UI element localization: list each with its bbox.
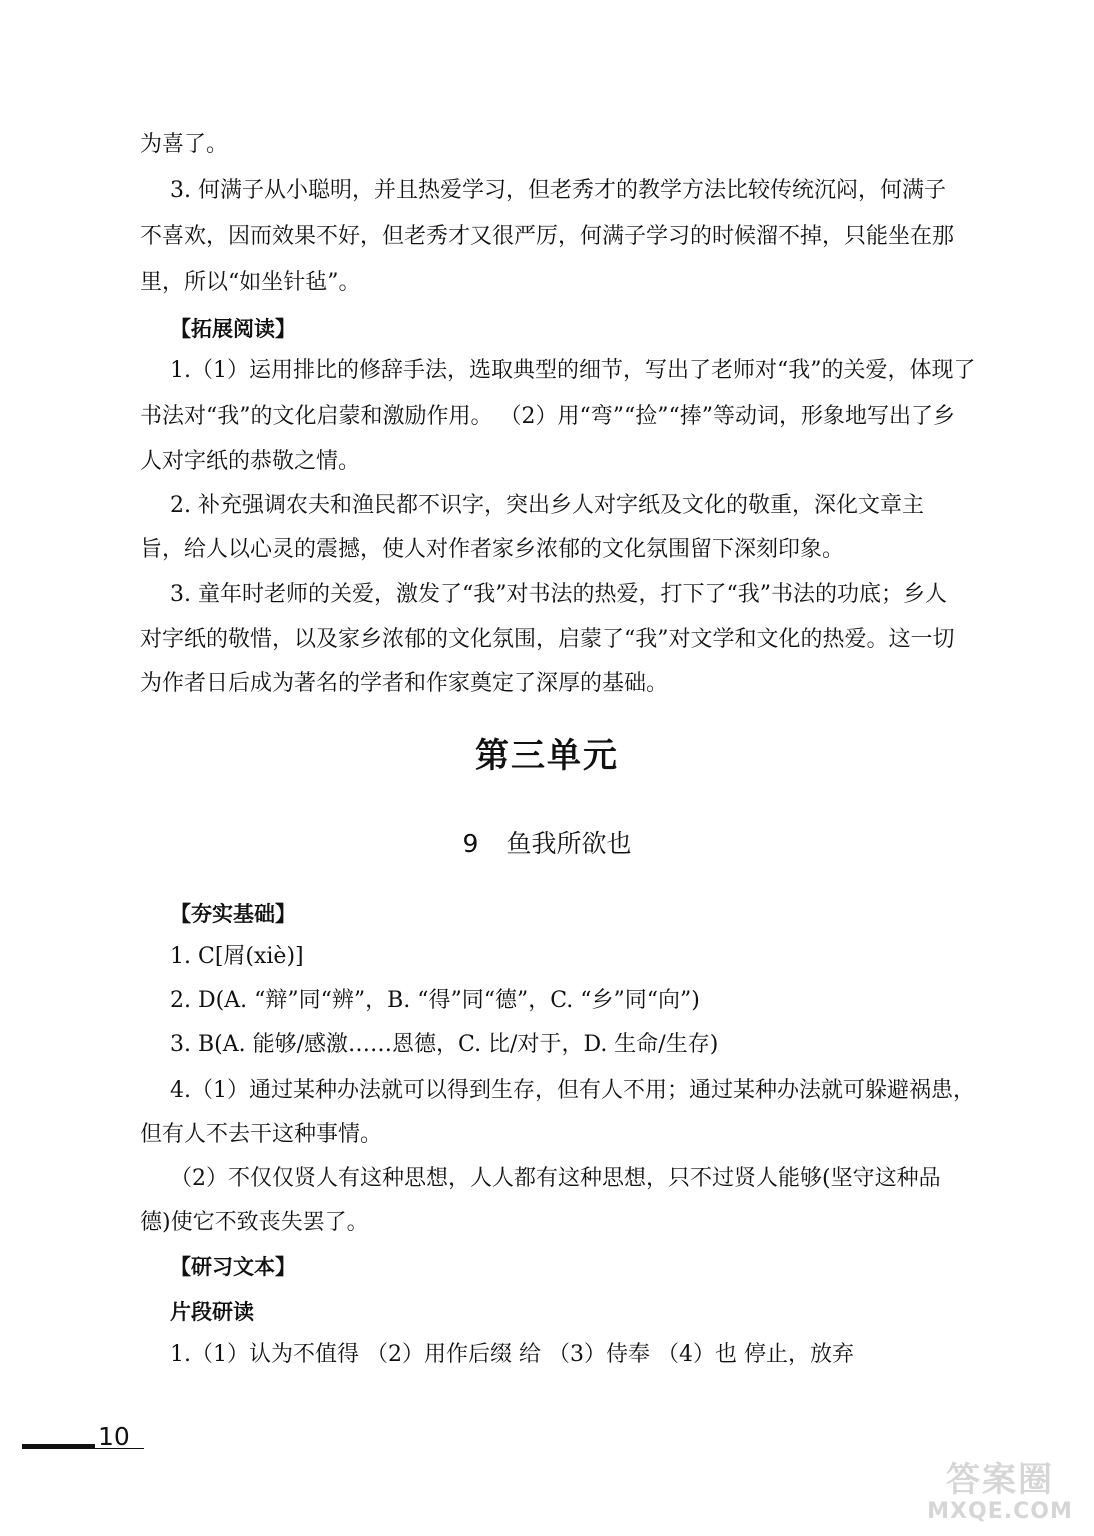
answer-item: 2. D(A. “辩”同“辨”，B. “得”同“德”，C. “乡”同“向”) [170, 988, 700, 1013]
paragraph-line: 2. 补充强调农夫和渔民都不识字，突出乡人对字纸及文化的敬重，深化文章主 [170, 493, 924, 518]
unit-title: 第三单元 [475, 736, 619, 776]
paragraph-line: 旨，给人以心灵的震撼，使人对作者家乡浓郁的文化氛围留下深刻印象。 [140, 537, 845, 562]
paragraph-line: 对字纸的敬惜，以及家乡浓郁的文化氛围，启蒙了“我”对文学和文化的热爱。这一切 [140, 627, 955, 652]
paragraph-line: 3. 何满子从小聪明，并且热爱学习，但老秀才的教学方法比较传统沉闷，何满子 [170, 178, 946, 203]
subsection-heading: 片段研读 [170, 1300, 254, 1324]
answer-item: 3. B(A. 能够/感激……恩德，C. 比/对于，D. 生命/生存) [170, 1032, 719, 1057]
section-heading-study-text: 【研习文本】 [170, 1255, 296, 1279]
paragraph-line: 但有人不去干这种事情。 [140, 1122, 383, 1147]
lesson-number: 9 [462, 829, 479, 858]
paragraph-line: 人对字纸的恭敬之情。 [140, 449, 361, 474]
paragraph-line: 为作者日后成为著名的学者和作家奠定了深厚的基础。 [140, 671, 669, 696]
lesson-name: 鱼我所欲也 [506, 829, 632, 858]
watermark-bottom: MXQE.COM [927, 1499, 1073, 1524]
paragraph-line: 为喜了。 [140, 132, 229, 157]
paragraph-line: 3. 童年时老师的关爱，激发了“我”对书法的热爱，打下了“我”书法的功底；乡人 [170, 582, 947, 607]
paragraph-line: 德)使它不致丧失罢了。 [140, 1210, 369, 1235]
lesson-title [0, 824, 1094, 860]
answer-item: 1.（1）认为不值得 （2）用作后缀 给 （3）侍奉 （4）也 停止，放弃 [170, 1342, 854, 1367]
section-heading-basics: 【夯实基础】 [170, 902, 296, 926]
answer-item: 4.（1）通过某种办法就可以得到生存，但有人不用；通过某种办法就可躲避祸患， [170, 1078, 975, 1103]
answer-item: 1. C[屑(xiè)] [170, 944, 304, 969]
watermark-top: 答案圈 [946, 1460, 1054, 1500]
watermark-logo [920, 1462, 1080, 1532]
paragraph-line: 书法对“我”的文化启蒙和激励作用。 （2）用“弯”“捡”“捧”等动词，形象地写出了乡 [140, 404, 955, 429]
paragraph-line: 里，所以“如坐针毡”。 [140, 270, 361, 295]
answer-item: （2）不仅仅贤人有这种思想，人人都有这种思想，只不过贤人能够(坚守这种品 [170, 1166, 941, 1191]
page-number: 10 [98, 1422, 130, 1451]
paragraph-line: 1.（1）运用排比的修辞手法，选取典型的细节，写出了老师对“我”的关爱，体现了 [170, 358, 976, 383]
paragraph-line: 不喜欢，因而效果不好，但老秀才又很严厉，何满子学习的时候溜不掉，只能坐在那 [140, 224, 955, 249]
section-heading-extended-reading: 【拓展阅读】 [170, 317, 296, 341]
